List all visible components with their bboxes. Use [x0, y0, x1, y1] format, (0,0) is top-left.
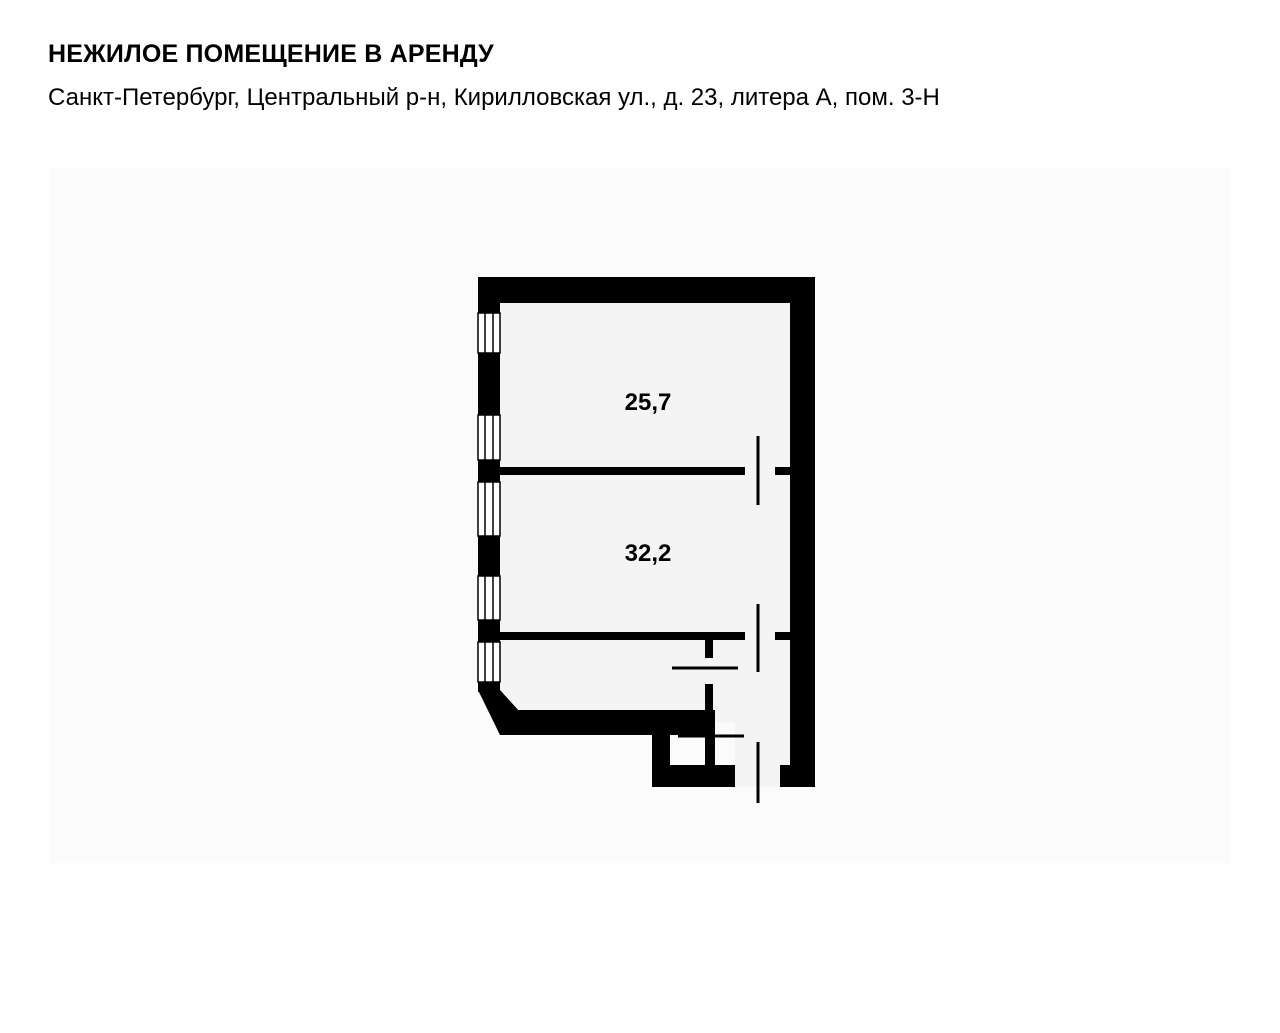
- wall-interior-2: [705, 684, 713, 724]
- wall-left-pier-3: [478, 536, 500, 576]
- wall-left-pier-4: [478, 620, 500, 642]
- wall-bath-bottom: [652, 765, 735, 787]
- window-5: [478, 642, 500, 682]
- wall-bath-right: [705, 735, 715, 765]
- wall-bottom-left: [500, 710, 715, 735]
- partition-lower: [500, 632, 745, 640]
- wall-right-stub: [780, 765, 815, 787]
- room-area-label: 25,7: [624, 389, 672, 416]
- wall-left-pier-1: [478, 353, 500, 415]
- room-area-label: 32,2: [624, 540, 672, 567]
- partition-upper: [500, 467, 745, 475]
- wall-interior-1: [705, 640, 713, 658]
- page-title: НЕЖИЛОЕ ПОМЕЩЕНИЕ В АРЕНДУ: [48, 40, 494, 68]
- address-text: Санкт-Петербург, Центральный р-н, Кирилловская ул., д. 23, литера А, пом. 3-Н: [48, 84, 940, 111]
- partition-upper-stub: [775, 467, 790, 475]
- partition-lower-stub: [775, 632, 790, 640]
- wall-right: [790, 277, 815, 787]
- window-1: [478, 313, 500, 353]
- wall-left-pier-2: [478, 460, 500, 482]
- window-3: [478, 482, 500, 536]
- window-2: [478, 415, 500, 460]
- window-4: [478, 576, 500, 620]
- wall-left-top: [478, 277, 500, 313]
- wall-top: [478, 277, 815, 303]
